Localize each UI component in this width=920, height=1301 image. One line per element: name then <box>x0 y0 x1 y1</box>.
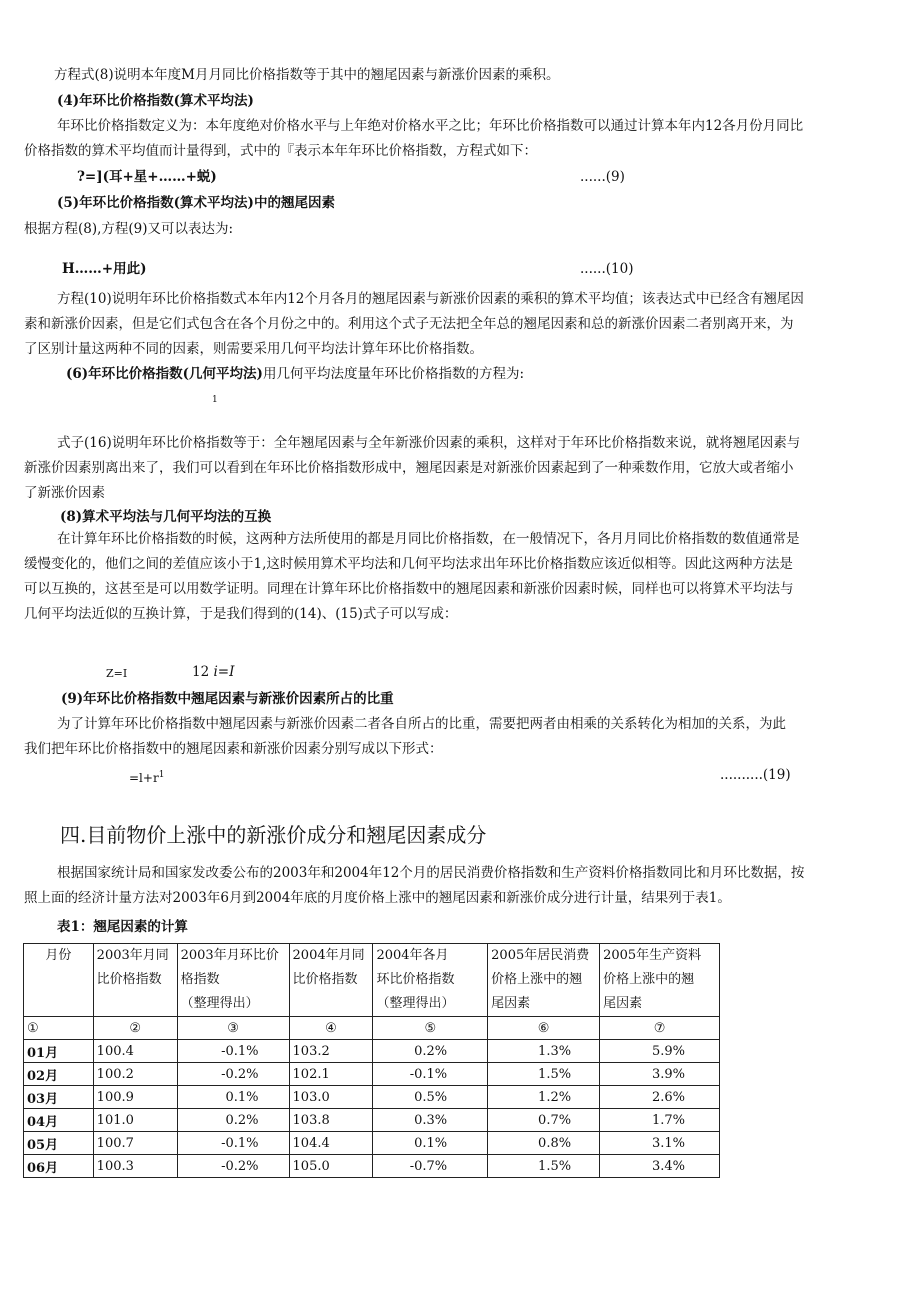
table-cell: 103.0 <box>289 1086 373 1109</box>
paragraph-line: 方程(10)说明年环比价格指数式本年内12个月各月的翘尾因素与新涨价因素的乘积的算术平均值；该表达式中已经含有翘尾因 <box>57 291 804 307</box>
paragraph-line: 根据国家统计局和国家发改委公布的2003年和2004年12个月的居民消费价格指数和生产资料价格指数同比和月环比数据，按 <box>57 865 805 881</box>
index-cell: ⑦ <box>600 1017 720 1040</box>
table-header-cell <box>373 944 488 1017</box>
paragraph-text: 用几何平均法度量年环比价格指数的方程为: <box>262 366 525 382</box>
table-index-row <box>24 1017 720 1040</box>
table-cell: 100.9 <box>93 1086 177 1109</box>
table-cell: 1.3% <box>488 1040 600 1063</box>
table-cell: -0.2% <box>177 1063 289 1086</box>
paragraph-line: 为了计算年环比价格指数中翘尾因素与新涨价因素二者各自所占的比重，需要把两者由相乘的关系转化为相加的关系，为此 <box>57 716 786 732</box>
table-cell: -0.1% <box>177 1132 289 1155</box>
table-row <box>24 1040 720 1063</box>
header-line: 2005年生产资料 <box>603 948 702 963</box>
paragraph-line: 我们把年环比价格指数中的翘尾因素和新涨价因素分别写成以下形式： <box>24 741 443 757</box>
table-cell: 103.8 <box>289 1109 373 1132</box>
index-cell: ⑤ <box>373 1017 488 1040</box>
header-line: 环比价格指数 <box>376 972 455 987</box>
month-cell: 05月 <box>24 1132 94 1155</box>
table-caption: 表1：翘尾因素的计算 <box>57 919 188 935</box>
header-line: 2003年月同 <box>96 948 169 963</box>
equation-superscript: 1 <box>158 770 165 780</box>
paragraph-line: 缓慢变化的，他们之间的差值应该小于1,这时候用算术平均法和几何平均法求出年环比价格指数应该近似相等。因此这两种方法是 <box>24 556 793 572</box>
index-cell: ① <box>24 1017 94 1040</box>
table-cell: 0.7% <box>488 1109 600 1132</box>
equation-text: =l+r <box>129 771 159 785</box>
equation-number: ..........(19) <box>720 767 791 783</box>
header-line: 价格上涨中的翘 <box>603 972 695 987</box>
paragraph-line: 年环比价格指数定义为：本年度绝对价格水平与上年绝对价格水平之比；年环比价格指数可以通过计算本年内12各月份月同比 <box>57 118 804 134</box>
subheading-line <box>66 365 524 383</box>
table-cell: 5.9% <box>600 1040 720 1063</box>
table-cell: 100.2 <box>93 1063 177 1086</box>
equation-fragment: 1 <box>212 395 218 405</box>
table-row <box>24 1109 720 1132</box>
header-line: 2003年月环比价 <box>180 948 279 963</box>
paragraph-line: 价格指数的算术平均值而计量得到，式中的『表示本年年环比价格指数，方程式如下： <box>24 143 537 159</box>
month-cell: 06月 <box>24 1155 94 1178</box>
table-cell: 100.7 <box>93 1132 177 1155</box>
table-header-row <box>24 944 720 1017</box>
table-cell: 105.0 <box>289 1155 373 1178</box>
index-cell: ② <box>93 1017 177 1040</box>
table-cell: 3.9% <box>600 1063 720 1086</box>
paragraph-line: 方程式(8)说明本年度M月月同比价格指数等于其中的翘尾因素与新涨价因素的乘积。 <box>54 67 560 83</box>
paragraph-line: 素和新涨价因素，但是它们式包含在各个月份之中的。利用这个式子无法把全年总的翘尾因素和总的新涨价因素二者别离开来，为 <box>24 316 794 332</box>
index-cell: ③ <box>177 1017 289 1040</box>
table-cell: -0.1% <box>177 1040 289 1063</box>
paragraph-line: 式子(16)说明年环比价格指数等于：全年翘尾因素与全年新涨价因素的乘积，这样对于年环比价格指数来说，就将翘尾因素与 <box>57 435 801 451</box>
header-line: 格指数 <box>180 972 220 987</box>
table-cell: 0.2% <box>177 1109 289 1132</box>
index-cell: ⑥ <box>488 1017 600 1040</box>
table-cell: 1.7% <box>600 1109 720 1132</box>
equation-number: ......(9) <box>580 169 625 185</box>
table-row <box>24 1155 720 1178</box>
table-cell: -0.2% <box>177 1155 289 1178</box>
table-cell: 100.3 <box>93 1155 177 1178</box>
table-header-cell <box>24 944 94 1017</box>
header-line: （整理得出） <box>376 996 455 1011</box>
header-line: 2004年各月 <box>376 948 449 963</box>
equation-fragment: i=I <box>213 664 235 680</box>
equation <box>129 766 164 787</box>
section-heading: 四.目前物价上涨中的新涨价成分和翘尾因素成分 <box>60 823 487 847</box>
table-cell: 3.4% <box>600 1155 720 1178</box>
month-cell: 04月 <box>24 1109 94 1132</box>
paragraph-line: 照上面的经济计量方法对2003年6月到2004年底的月度价格上涨中的翘尾因素和新涨价成分进行计量，结果列于表1。 <box>24 890 731 906</box>
subheading: (5)年环比价格指数(算术平均法)中的翘尾因素 <box>57 195 335 211</box>
table-cell: 0.5% <box>373 1086 488 1109</box>
month-cell: 02月 <box>24 1063 94 1086</box>
table-cell: 1.2% <box>488 1086 600 1109</box>
header-line: 2005年居民消费 <box>491 948 590 963</box>
table-cell: 1.5% <box>488 1063 600 1086</box>
month-cell: 03月 <box>24 1086 94 1109</box>
table-cell: 0.3% <box>373 1109 488 1132</box>
equation-fragment: Z=I <box>106 667 128 680</box>
index-cell: ④ <box>289 1017 373 1040</box>
header-line: （整理得出） <box>180 996 259 1011</box>
header-line: 比价格指数 <box>292 972 358 987</box>
table-cell: 0.8% <box>488 1132 600 1155</box>
table-header-cell <box>600 944 720 1017</box>
table-row <box>24 1063 720 1086</box>
paragraph-line: 了新涨价因素 <box>24 485 105 501</box>
header-line: 价格上涨中的翘 <box>491 972 583 987</box>
table-row <box>24 1132 720 1155</box>
data-table <box>23 943 720 1178</box>
subheading: (6)年环比价格指数(几何平均法) <box>66 366 263 382</box>
paragraph-line: 可以互换的，这甚至是可以用数学证明。同理在计算年环比价格指数中的翘尾因素和新涨价因素时候，同样也可以将算术平均法与 <box>24 581 794 597</box>
table-cell: 101.0 <box>93 1109 177 1132</box>
table-header-cell <box>177 944 289 1017</box>
equation-fragment <box>192 663 234 681</box>
table-cell: 1.5% <box>488 1155 600 1178</box>
table-cell: -0.7% <box>373 1155 488 1178</box>
table-cell: -0.1% <box>373 1063 488 1086</box>
paragraph-line: 几何平均法近似的互换计算，于是我们得到的(14)、(15)式子可以写成： <box>24 606 458 622</box>
table-cell: 100.4 <box>93 1040 177 1063</box>
table-cell: 103.2 <box>289 1040 373 1063</box>
header-line: 比价格指数 <box>96 972 162 987</box>
table-cell: 0.1% <box>373 1132 488 1155</box>
table-cell: 104.4 <box>289 1132 373 1155</box>
equation: ?=](耳+星+……+蜕) <box>77 169 217 185</box>
equation-fragment: 12 <box>192 664 210 680</box>
table-cell: 3.1% <box>600 1132 720 1155</box>
paragraph-line: 在计算年环比价格指数的时候，这两种方法所使用的都是月同比价格指数，在一般情况下，各月月同比价格指数的数值通常是 <box>57 531 800 547</box>
paragraph-line: 了区别计量这两种不同的因素，则需要采用几何平均法计算年环比价格指数。 <box>24 341 483 357</box>
table-cell: 0.1% <box>177 1086 289 1109</box>
subheading: (9)年环比价格指数中翘尾因素与新涨价因素所占的比重 <box>61 691 394 707</box>
table-cell: 0.2% <box>373 1040 488 1063</box>
paragraph-line: 根据方程(8),方程(9)又可以表达为: <box>24 221 234 237</box>
header-line: 月份 <box>45 948 72 963</box>
subheading: (8)算术平均法与几何平均法的互换 <box>60 509 272 525</box>
table-header-cell <box>93 944 177 1017</box>
table-header-cell <box>289 944 373 1017</box>
header-line: 尾因素 <box>491 996 531 1011</box>
month-cell: 01月 <box>24 1040 94 1063</box>
table-header-cell <box>488 944 600 1017</box>
header-line: 2004年月同 <box>292 948 365 963</box>
table-cell: 102.1 <box>289 1063 373 1086</box>
paragraph-line: 新涨价因素别离出来了，我们可以看到在年环比价格指数形成中，翘尾因素是对新涨价因素起到了一种乘数作用，它放大或者缩小 <box>24 460 794 476</box>
equation-number: ......(10) <box>580 261 634 277</box>
subheading: (4)年环比价格指数(算术平均法) <box>57 93 254 109</box>
table-row <box>24 1086 720 1109</box>
equation: H……+用此) <box>62 261 147 277</box>
table-cell: 2.6% <box>600 1086 720 1109</box>
header-line: 尾因素 <box>603 996 643 1011</box>
